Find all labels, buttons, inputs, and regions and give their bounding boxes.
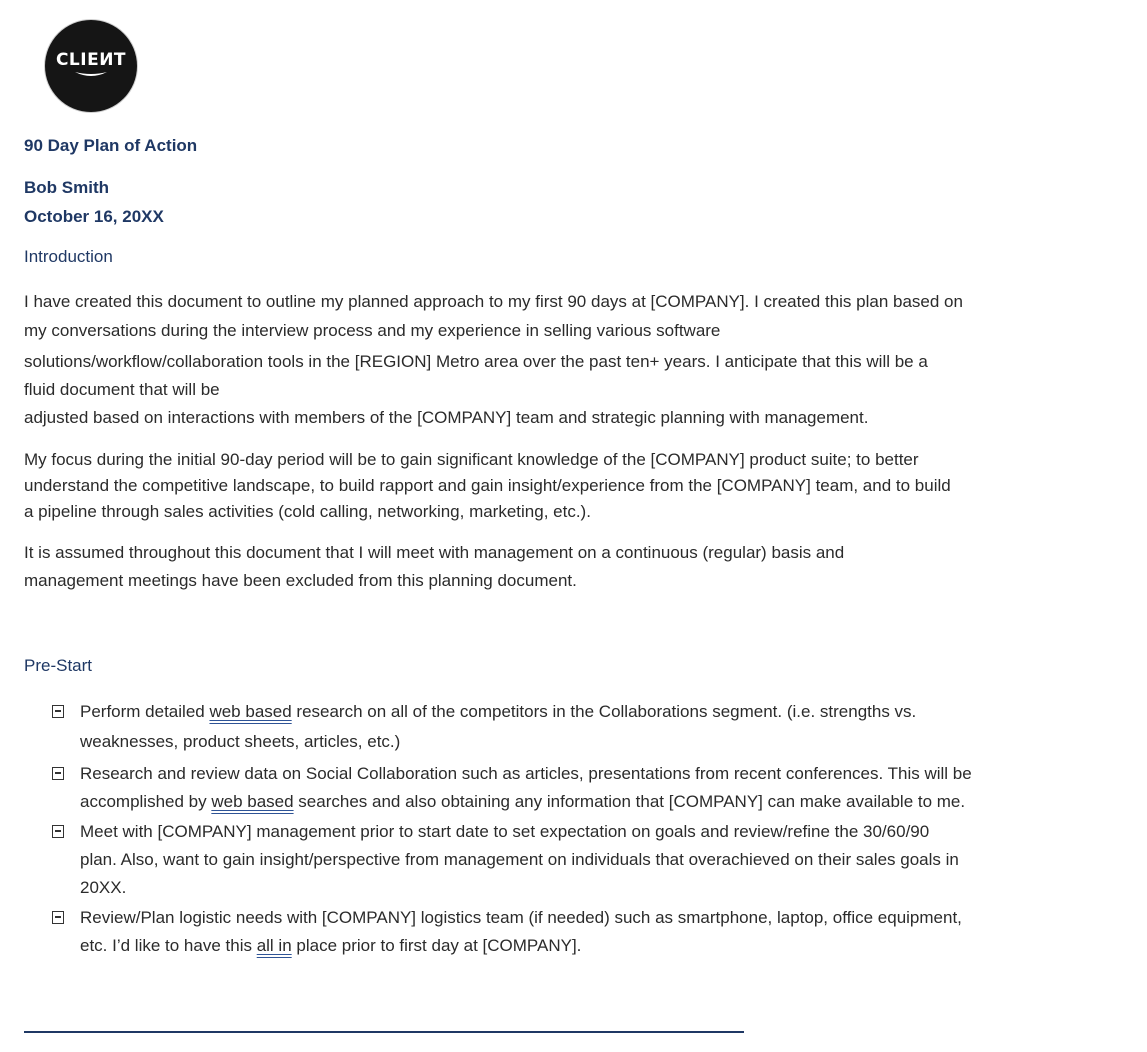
client-logo: [45, 20, 137, 112]
paragraph-line: a pipeline through sales activities (cold calling, networking, marketing, etc.).: [24, 502, 591, 521]
intro-paragraph-3: [24, 539, 1124, 595]
pre-start-heading: Pre-Start: [24, 656, 93, 675]
bullet-box-icon: [52, 911, 64, 924]
document-title: 90 Day Plan of Action: [24, 136, 198, 155]
bullet-line: Meet with [COMPANY] management prior to start date to set expectation on goals and review/refine the 30/60/90: [80, 822, 930, 841]
bullet-line: Review/Plan logistic needs with [COMPANY] logistics team (if needed) such as smartphone, laptop, office equipment,: [80, 908, 962, 927]
list-item: [52, 698, 1122, 758]
bottom-divider: [24, 1031, 744, 1033]
list-item: [52, 904, 1122, 960]
logo-text: CLIEИT: [55, 49, 127, 70]
paragraph-line: my conversations during the interview process and my experience in selling various software: [24, 321, 721, 340]
author-name: Bob Smith: [24, 178, 109, 197]
logo-swoosh-icon: [74, 71, 108, 79]
intro-paragraph-1: [24, 288, 1124, 432]
paragraph-line: fluid document that will be: [24, 380, 220, 399]
paragraph-line: solutions/workflow/collaboration tools in the [REGION] Metro area over the past ten+ years. I anticipate that this will be a: [24, 352, 928, 371]
list-item: [52, 760, 1122, 816]
bullet-line: Research and review data on Social Collaboration such as articles, presentations from recent conferences. This will be: [80, 764, 972, 783]
list-item: [52, 818, 1122, 902]
bullet-line: etc. I’d like to have this all in place prior to first day at [COMPANY].: [80, 936, 582, 955]
bullet-line: weaknesses, product sheets, articles, etc.): [80, 732, 401, 751]
bullet-line: plan. Also, want to gain insight/perspective from management on individuals that overachieved on their sales goals in: [80, 850, 959, 869]
paragraph-line: understand the competitive landscape, to build rapport and gain insight/experience from the [COMPANY] team, and to build: [24, 476, 951, 495]
paragraph-line: management meetings have been excluded from this planning document.: [24, 571, 577, 590]
introduction-heading: Introduction: [24, 247, 113, 266]
all-in-underlined: all in: [256, 936, 292, 955]
document-date: October 16, 20XX: [24, 207, 164, 226]
bullet-line: 20XX.: [80, 878, 127, 897]
paragraph-line: It is assumed throughout this document that I will meet with management on a continuous (regular) basis and: [24, 543, 845, 562]
bullet-line: accomplished by web based searches and also obtaining any information that [COMPANY] can make available to me.: [80, 792, 966, 811]
web-based-underlined: web based: [209, 702, 292, 721]
bullet-line: Perform detailed web based research on all of the competitors in the Collaborations segment. (i.e. strengths vs.: [80, 702, 917, 721]
bullet-box-icon: [52, 767, 64, 780]
paragraph-line: adjusted based on interactions with members of the [COMPANY] team and strategic planning with management.: [24, 408, 869, 427]
bullet-box-icon: [52, 825, 64, 838]
web-based-underlined: web based: [211, 792, 294, 811]
paragraph-line: My focus during the initial 90-day period will be to gain significant knowledge of the [COMPANY] product suite; to better: [24, 450, 919, 469]
bullet-box-icon: [52, 705, 64, 718]
intro-paragraph-2: [24, 447, 1124, 525]
pre-start-list: [52, 698, 1122, 962]
paragraph-line: I have created this document to outline my planned approach to my first 90 days at [COMPANY]. I created this plan based on: [24, 292, 963, 311]
